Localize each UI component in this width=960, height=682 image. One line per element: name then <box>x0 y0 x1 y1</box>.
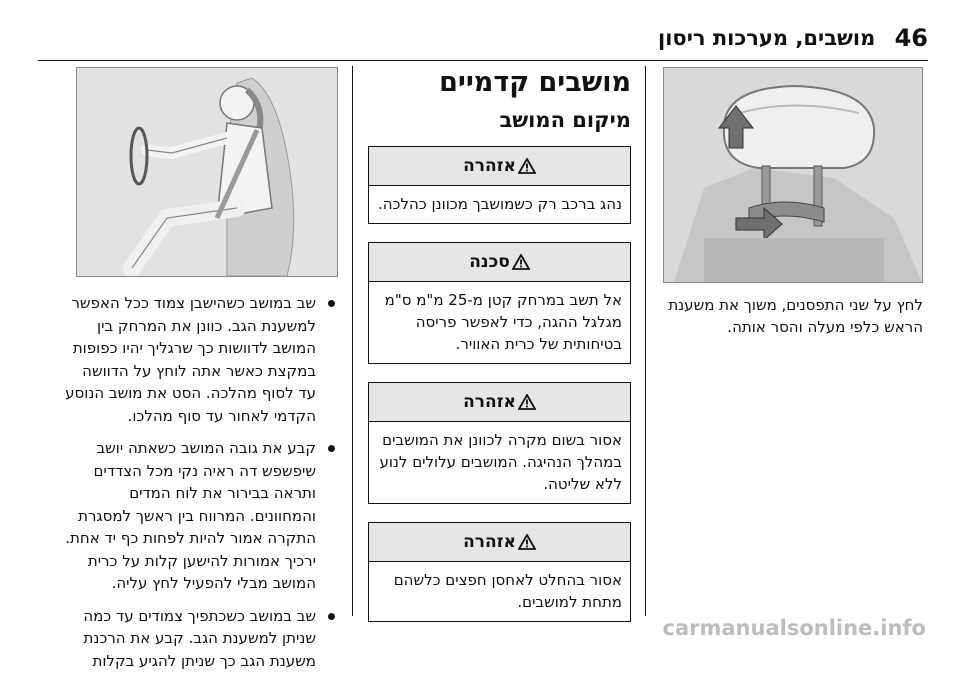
warning-box <box>368 382 631 504</box>
bullet-icon <box>328 445 335 452</box>
warning-text: נהג ברכב רק כשמושבך מכוונן כהלכה. <box>377 195 622 213</box>
watermark: carmanualsonline.info <box>662 616 926 640</box>
page-header <box>38 20 928 61</box>
seating-position-illustration <box>76 67 338 277</box>
middle-column <box>368 66 631 640</box>
section-subheading: מיקום המושב <box>499 108 631 132</box>
instruction-list <box>60 292 338 672</box>
warning-icon <box>518 394 536 410</box>
warning-header <box>369 383 630 422</box>
list-item <box>60 437 338 595</box>
section-heading: מושבים קדמיים <box>439 67 631 98</box>
page-number: 46 <box>894 24 928 52</box>
warning-box <box>368 522 631 622</box>
running-title: מושבים, מערכות ריסון <box>658 26 876 50</box>
warning-icon <box>518 534 536 550</box>
warning-title: אזהרה <box>463 532 516 552</box>
warning-icon <box>512 254 530 270</box>
list-item <box>60 292 338 427</box>
danger-text: אל תשב במרחק קטן מ-25 מ"מ ס"מ מגלגל ההגה, כדי לאפשר פריסה בטיחותית של כרית האוויר. <box>384 291 622 353</box>
bullet-icon <box>328 300 335 307</box>
warning-header <box>369 523 630 562</box>
right-column-text <box>60 292 338 682</box>
list-item-text: שב במושב כשהישבן צמוד ככל האפשר למשענת הגב. כוונן את המרחק בין המושב לדוושות כך שרגליך יהיו כפופות במקצת כאשר אתה לוחץ על הדוושה עד לסוף מהלכה. הסט את מושב הנוסע הקדמי לאחור עד סוף מהלכו. <box>65 294 316 425</box>
list-item-text: קבע את גובה המושב כשאתה יושב שיפשפש דה ראיה נקי מכל הצדדים ותראה בבירור את לוח המדים והמחוונים. המרווח בין ראשך למסגרת התקרה אמור להיות לפחות כף יד אחת. ירכיך אמורות להישען קלות על כרית המושב מבלי להפעיל לחץ עליה. <box>65 439 316 592</box>
column-divider-right <box>645 66 646 616</box>
warning-text: אסור בשום מקרה לכוונן את המושבים במהלך הנהיגה. המושבים עלולים לנוע ללא שליטה. <box>379 431 622 493</box>
bullet-icon <box>328 613 335 620</box>
list-item-text: שב במושב כשכתפיך צמודים עד כמה שניתן למשענת הגב. קבע את הרכנת משענת הגב כך שניתן להגיע בקלות <box>83 606 316 670</box>
warning-icon <box>518 158 536 174</box>
headrest-caption: לחץ על שני התפסנים, משוך את משענת הראש כלפי מעלה והסר אותה. <box>668 296 923 336</box>
danger-box <box>368 242 631 364</box>
danger-header <box>369 243 630 282</box>
list-item <box>60 605 338 673</box>
danger-title: סכנה <box>469 252 510 272</box>
headrest-illustration <box>663 67 923 283</box>
warning-title: אזהרה <box>463 156 516 176</box>
column-divider-left <box>352 66 353 616</box>
warning-box <box>368 146 631 224</box>
warning-text: אסור בהחלט לאחסן חפצים כלשהם מתחת למושבים. <box>393 571 622 611</box>
warning-header <box>369 147 630 186</box>
warning-title: אזהרה <box>463 392 516 412</box>
